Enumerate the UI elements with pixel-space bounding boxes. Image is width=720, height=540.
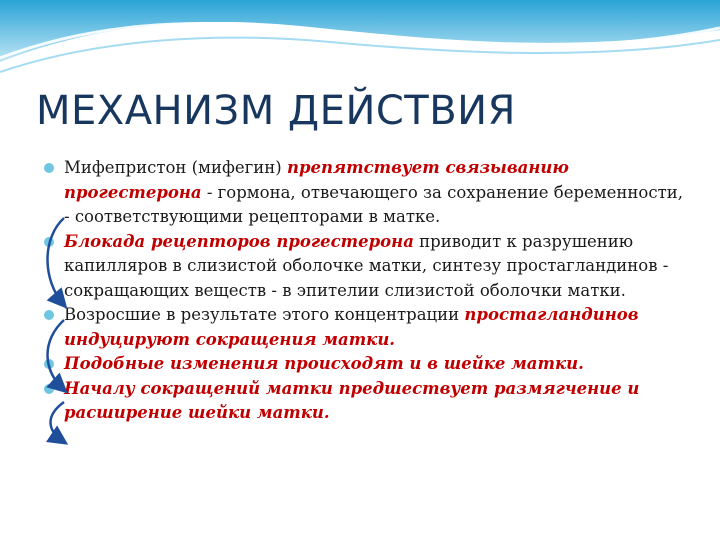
bullet-item (44, 377, 692, 426)
bullet-text: Возросшие в результате этого концентрации (64, 305, 465, 324)
bullet-item (44, 230, 692, 304)
arrow-3 (51, 402, 65, 442)
bullet-text: приводит к разрушению капилляров в слизистой оболочке матки, синтезу простагландинов - сокращающих веществ - в эпителии слизистой оболочки матки. (64, 231, 669, 300)
bullet-list (44, 156, 692, 426)
arrow-1 (48, 218, 65, 305)
highlighted-text: Подобные изменения происходят и в шейке матки. (64, 354, 584, 373)
highlighted-text: простагландинов индуцируют сокращения матки. (64, 305, 639, 349)
bullet-icon (44, 163, 54, 173)
bullet-item (44, 303, 692, 352)
highlighted-text: препятствует связыванию прогестерона (64, 158, 569, 202)
highlighted-text: Блокада рецепторов прогестерона (64, 231, 414, 251)
highlighted-text: Началу сокращений матки предшествует размягчение и расширение шейки матки. (64, 378, 640, 422)
slide-title: МЕХАНИЗМ ДЕЙСТВИЯ (36, 88, 516, 134)
header-wave-decoration (0, 0, 720, 90)
bullet-item (44, 352, 692, 377)
bullet-item (44, 156, 692, 230)
curved-arrows-decoration (40, 180, 80, 470)
arrow-2 (48, 320, 65, 390)
bullet-text: - гормона, отвечающего за сохранение беременности, - соответствующими рецепторами в матке. (64, 182, 683, 226)
bullet-text: Мифепристон (мифегин) (64, 158, 287, 177)
